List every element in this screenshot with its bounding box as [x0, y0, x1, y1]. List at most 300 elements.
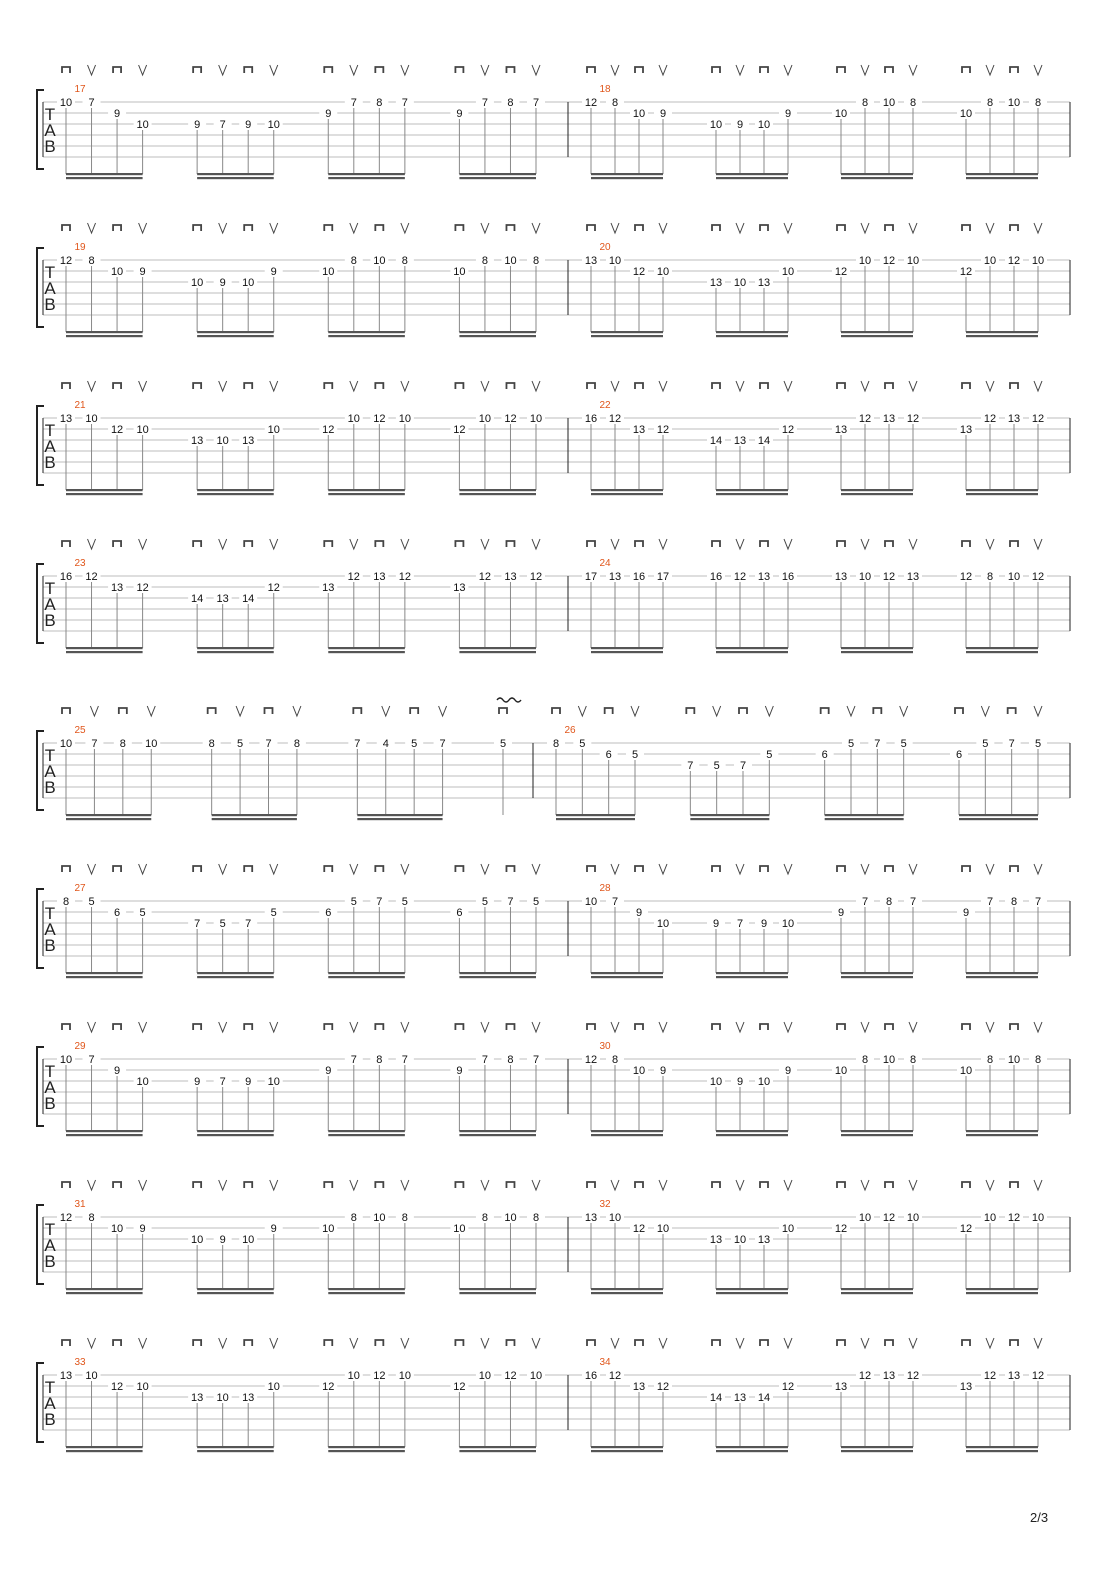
tab-clef-a: A: [44, 595, 56, 614]
up-stroke-icon: [219, 1022, 227, 1032]
fret-number: 10: [834, 1065, 848, 1077]
fret-number: 10: [59, 97, 73, 109]
tab-clef-a: A: [44, 1394, 56, 1413]
fret-number: 13: [59, 413, 73, 425]
fret-number: 13: [709, 1234, 723, 1246]
down-stroke-icon: [760, 1182, 768, 1188]
beam: [197, 1288, 274, 1290]
down-stroke-icon: [712, 866, 720, 872]
fret-number: 16: [632, 571, 646, 583]
measure-number: 27: [74, 883, 86, 894]
up-stroke-icon: [270, 864, 278, 874]
fret-number: 10: [1031, 1212, 1045, 1224]
fret-number: 8: [611, 97, 619, 109]
up-stroke-icon: [350, 864, 358, 874]
fret-number: 12: [608, 1370, 622, 1382]
fret-number: 7: [219, 119, 226, 131]
fret-number: 13: [584, 255, 598, 267]
fret-number: 9: [456, 1065, 463, 1077]
fret-number: 7: [532, 97, 540, 109]
fret-number: 9: [659, 108, 667, 120]
fret-number: 10: [757, 119, 771, 131]
down-stroke-icon: [113, 541, 121, 547]
down-stroke-icon: [455, 541, 463, 547]
down-stroke-icon: [885, 225, 893, 231]
beam: [197, 493, 274, 495]
up-stroke-icon: [139, 381, 147, 391]
fret-number: 12: [959, 266, 973, 278]
up-stroke-icon: [611, 65, 619, 75]
up-stroke-icon: [861, 864, 869, 874]
fret-number: 13: [191, 1392, 204, 1404]
fret-number: 10: [781, 918, 795, 930]
down-stroke-icon: [635, 67, 643, 73]
up-stroke-icon: [784, 65, 792, 75]
beam: [328, 173, 405, 175]
up-stroke-icon: [293, 706, 301, 716]
down-stroke-icon: [962, 1340, 970, 1346]
beam: [66, 493, 143, 495]
fret-number: 9: [219, 277, 226, 289]
fret-number: 5: [350, 896, 357, 908]
beam: [841, 331, 913, 333]
fret-number: 13: [757, 1234, 771, 1246]
tab-clef-b: B: [44, 1094, 56, 1113]
beam: [328, 1446, 405, 1448]
fret-number: 10: [347, 1370, 360, 1382]
tab-clef-b: B: [44, 295, 56, 314]
up-stroke-icon: [659, 1022, 667, 1032]
beam: [841, 1292, 913, 1294]
beam: [66, 818, 151, 820]
fret-number: 12: [110, 424, 124, 436]
up-stroke-icon: [532, 1338, 540, 1348]
fret-number: 12: [882, 255, 896, 267]
up-stroke-icon: [981, 706, 989, 716]
fret-number: 10: [478, 413, 492, 425]
up-stroke-icon: [219, 65, 227, 75]
fret-number: 12: [781, 1381, 795, 1393]
fret-number: 10: [983, 255, 997, 267]
beam: [591, 1292, 663, 1294]
fret-number: 16: [781, 571, 795, 583]
tab-clef-a: A: [44, 437, 56, 456]
up-stroke-icon: [909, 864, 917, 874]
fret-number: 5: [847, 738, 855, 750]
up-stroke-icon: [736, 381, 744, 391]
down-stroke-icon: [193, 541, 201, 547]
beam: [197, 1446, 274, 1448]
fret-number: 7: [88, 1054, 95, 1066]
up-stroke-icon: [532, 1180, 540, 1190]
up-stroke-icon: [986, 539, 994, 549]
up-stroke-icon: [861, 539, 869, 549]
beam: [459, 1446, 536, 1448]
beam: [459, 335, 536, 337]
up-stroke-icon: [900, 706, 908, 716]
fret-number: 8: [1034, 1054, 1042, 1066]
fret-number: 16: [584, 413, 598, 425]
beam: [66, 1130, 143, 1132]
fret-number: 9: [962, 907, 970, 919]
fret-number: 10: [136, 424, 149, 436]
down-stroke-icon: [635, 541, 643, 547]
beam: [716, 651, 788, 653]
fret-number: 8: [119, 738, 126, 750]
down-stroke-icon: [760, 67, 768, 73]
fret-number: 7: [245, 918, 252, 930]
beam: [197, 177, 274, 179]
up-stroke-icon: [88, 1338, 96, 1348]
down-stroke-icon: [686, 708, 694, 714]
down-stroke-icon: [885, 383, 893, 389]
beam: [66, 976, 143, 978]
beam: [459, 972, 536, 974]
up-stroke-icon: [350, 1180, 358, 1190]
fret-number: 12: [733, 571, 747, 583]
up-stroke-icon: [736, 864, 744, 874]
down-stroke-icon: [837, 1340, 845, 1346]
measure-number: 34: [599, 1357, 611, 1368]
up-stroke-icon: [986, 381, 994, 391]
beam: [716, 331, 788, 333]
down-stroke-icon: [193, 67, 201, 73]
up-stroke-icon: [659, 381, 667, 391]
fret-number: 9: [784, 108, 792, 120]
down-stroke-icon: [760, 225, 768, 231]
fret-number: 6: [456, 907, 463, 919]
tab-clef-a: A: [44, 121, 56, 140]
fret-number: 12: [858, 413, 872, 425]
up-stroke-icon: [532, 1022, 540, 1032]
fret-number: 12: [59, 1212, 73, 1224]
fret-number: 12: [59, 255, 73, 267]
up-stroke-icon: [659, 223, 667, 233]
fret-number: 7: [91, 738, 98, 750]
fret-number: 12: [1007, 255, 1021, 267]
up-stroke-icon: [659, 1338, 667, 1348]
fret-number: 12: [781, 424, 795, 436]
fret-number: 9: [270, 266, 277, 278]
fret-number: 9: [245, 1076, 252, 1088]
up-stroke-icon: [439, 706, 447, 716]
fret-number: 10: [733, 1234, 747, 1246]
up-stroke-icon: [611, 381, 619, 391]
fret-number: 13: [1007, 413, 1021, 425]
up-stroke-icon: [736, 1338, 744, 1348]
beam: [841, 647, 913, 649]
down-stroke-icon: [113, 67, 121, 73]
fret-number: 7: [861, 896, 869, 908]
fret-number: 8: [62, 896, 70, 908]
fret-number: 7: [219, 1076, 226, 1088]
beam: [841, 651, 913, 653]
up-stroke-icon: [986, 1022, 994, 1032]
beam: [459, 1288, 536, 1290]
down-stroke-icon: [353, 708, 361, 714]
fret-number: 8: [861, 97, 869, 109]
beam: [197, 976, 274, 978]
fret-number: 12: [834, 266, 848, 278]
up-stroke-icon: [1034, 223, 1042, 233]
beam: [357, 818, 442, 820]
beam: [591, 173, 663, 175]
down-stroke-icon: [885, 1182, 893, 1188]
page-number: 2/3: [1030, 1510, 1049, 1525]
beam: [197, 972, 274, 974]
down-stroke-icon: [208, 708, 216, 714]
down-stroke-icon: [635, 225, 643, 231]
beam: [66, 1134, 143, 1136]
fret-number: 7: [909, 896, 917, 908]
measure-number: 33: [74, 1357, 86, 1368]
down-stroke-icon: [1010, 225, 1018, 231]
down-stroke-icon: [324, 866, 332, 872]
down-stroke-icon: [760, 866, 768, 872]
down-stroke-icon: [62, 541, 70, 547]
measure-number: 17: [74, 84, 86, 95]
beam: [716, 177, 788, 179]
fret-number: 10: [1031, 255, 1045, 267]
up-stroke-icon: [481, 381, 489, 391]
fret-number: 13: [322, 582, 335, 594]
down-stroke-icon: [324, 67, 332, 73]
down-stroke-icon: [760, 1024, 768, 1030]
beam: [357, 814, 442, 816]
down-stroke-icon: [587, 225, 595, 231]
down-stroke-icon: [244, 541, 252, 547]
fret-number: 8: [532, 255, 540, 267]
fret-number: 14: [191, 593, 204, 605]
beam: [459, 489, 536, 491]
up-stroke-icon: [784, 539, 792, 549]
down-stroke-icon: [885, 1340, 893, 1346]
fret-number: 13: [1007, 1370, 1021, 1382]
down-stroke-icon: [962, 1024, 970, 1030]
down-stroke-icon: [244, 1182, 252, 1188]
down-stroke-icon: [62, 383, 70, 389]
beam: [716, 173, 788, 175]
beam: [841, 177, 913, 179]
fret-number: 12: [322, 424, 335, 436]
up-stroke-icon: [909, 539, 917, 549]
down-stroke-icon: [605, 708, 613, 714]
down-stroke-icon: [587, 1340, 595, 1346]
beam: [966, 1450, 1038, 1452]
down-stroke-icon: [885, 67, 893, 73]
down-stroke-icon: [375, 1340, 383, 1346]
beam: [841, 972, 913, 974]
fret-number: 10: [504, 1212, 517, 1224]
fret-number: 7: [1008, 738, 1015, 750]
beam: [328, 1450, 405, 1452]
up-stroke-icon: [713, 706, 721, 716]
down-stroke-icon: [193, 225, 201, 231]
up-stroke-icon: [611, 223, 619, 233]
down-stroke-icon: [712, 225, 720, 231]
fret-number: 12: [398, 571, 411, 583]
beam: [966, 331, 1038, 333]
down-stroke-icon: [324, 225, 332, 231]
up-stroke-icon: [481, 223, 489, 233]
up-stroke-icon: [861, 381, 869, 391]
down-stroke-icon: [62, 1024, 70, 1030]
fret-number: 10: [453, 1223, 466, 1235]
fret-number: 10: [267, 1076, 280, 1088]
beam: [716, 489, 788, 491]
down-stroke-icon: [837, 225, 845, 231]
fret-number: 10: [632, 108, 646, 120]
beam: [841, 1446, 913, 1448]
beam: [66, 1292, 143, 1294]
up-stroke-icon: [147, 706, 155, 716]
beam: [966, 647, 1038, 649]
beam: [66, 972, 143, 974]
fret-number: 10: [267, 119, 280, 131]
fret-number: 9: [760, 918, 768, 930]
up-stroke-icon: [861, 1022, 869, 1032]
fret-number: 6: [955, 749, 963, 761]
down-stroke-icon: [1008, 708, 1016, 714]
fret-number: 8: [986, 97, 994, 109]
down-stroke-icon: [375, 67, 383, 73]
fret-number: 10: [478, 1370, 492, 1382]
beam: [197, 647, 274, 649]
down-stroke-icon: [587, 1182, 595, 1188]
down-stroke-icon: [506, 1340, 514, 1346]
fret-number: 8: [507, 1054, 514, 1066]
beam: [66, 177, 143, 179]
down-stroke-icon: [62, 866, 70, 872]
fret-number: 10: [373, 1212, 386, 1224]
down-stroke-icon: [62, 1182, 70, 1188]
down-stroke-icon: [193, 1340, 201, 1346]
up-stroke-icon: [350, 1338, 358, 1348]
down-stroke-icon: [455, 866, 463, 872]
fret-number: 10: [709, 1076, 723, 1088]
down-stroke-icon: [837, 383, 845, 389]
down-stroke-icon: [962, 541, 970, 547]
fret-number: 5: [411, 738, 418, 750]
down-stroke-icon: [962, 225, 970, 231]
down-stroke-icon: [821, 708, 829, 714]
down-stroke-icon: [265, 708, 273, 714]
up-stroke-icon: [909, 1022, 917, 1032]
down-stroke-icon: [62, 1340, 70, 1346]
down-stroke-icon: [712, 1024, 720, 1030]
up-stroke-icon: [481, 1338, 489, 1348]
down-stroke-icon: [506, 383, 514, 389]
beam: [459, 173, 536, 175]
fret-number: 10: [398, 413, 411, 425]
up-stroke-icon: [736, 1022, 744, 1032]
up-stroke-icon: [219, 1180, 227, 1190]
fret-number: 10: [145, 738, 158, 750]
fret-number: 6: [325, 907, 332, 919]
down-stroke-icon: [244, 866, 252, 872]
fret-number: 10: [1007, 1054, 1021, 1066]
up-stroke-icon: [139, 864, 147, 874]
down-stroke-icon: [635, 1340, 643, 1346]
fret-number: 13: [757, 571, 771, 583]
tab-clef-b: B: [44, 1410, 56, 1429]
fret-number: 13: [733, 1392, 747, 1404]
up-stroke-icon: [270, 223, 278, 233]
fret-number: 8: [481, 1212, 488, 1224]
fret-number: 10: [85, 413, 98, 425]
up-stroke-icon: [481, 864, 489, 874]
down-stroke-icon: [712, 541, 720, 547]
up-stroke-icon: [139, 1180, 147, 1190]
fret-number: 12: [834, 1223, 848, 1235]
fret-number: 9: [245, 119, 252, 131]
up-stroke-icon: [784, 1022, 792, 1032]
up-stroke-icon: [986, 1180, 994, 1190]
up-stroke-icon: [219, 539, 227, 549]
fret-number: 7: [687, 760, 694, 772]
up-stroke-icon: [611, 1022, 619, 1032]
beam: [716, 1134, 788, 1136]
beam: [841, 173, 913, 175]
fret-number: 13: [453, 582, 466, 594]
fret-number: 9: [194, 119, 201, 131]
beam: [459, 493, 536, 495]
fret-number: 9: [736, 119, 744, 131]
fret-number: 12: [136, 582, 149, 594]
tab-clef-b: B: [44, 778, 56, 797]
beam: [966, 976, 1038, 978]
beam: [591, 489, 663, 491]
fret-number: 12: [959, 571, 973, 583]
fret-number: 10: [347, 413, 360, 425]
up-stroke-icon: [659, 1180, 667, 1190]
fret-number: 14: [757, 1392, 771, 1404]
fret-number: 9: [139, 266, 146, 278]
fret-number: 12: [608, 413, 622, 425]
fret-number: 8: [1034, 97, 1042, 109]
up-stroke-icon: [659, 65, 667, 75]
fret-number: 10: [906, 1212, 920, 1224]
beam: [966, 651, 1038, 653]
fret-number: 10: [858, 1212, 872, 1224]
fret-number: 5: [481, 896, 488, 908]
down-stroke-icon: [455, 67, 463, 73]
fret-number: 10: [608, 1212, 622, 1224]
fret-number: 13: [733, 435, 747, 447]
down-stroke-icon: [62, 67, 70, 73]
fret-number: 10: [656, 266, 670, 278]
down-stroke-icon: [837, 541, 845, 547]
tab-clef-b: B: [44, 453, 56, 472]
down-stroke-icon: [506, 67, 514, 73]
fret-number: 7: [439, 738, 446, 750]
beam: [328, 647, 405, 649]
beam: [66, 647, 143, 649]
fret-number: 14: [709, 435, 723, 447]
fret-number: 12: [983, 413, 997, 425]
fret-number: 12: [110, 1381, 124, 1393]
fret-number: 10: [59, 738, 73, 750]
fret-number: 8: [376, 97, 383, 109]
down-stroke-icon: [193, 383, 201, 389]
beam: [556, 814, 635, 816]
beam: [328, 651, 405, 653]
beam: [328, 177, 405, 179]
down-stroke-icon: [375, 1182, 383, 1188]
fret-number: 13: [191, 435, 204, 447]
down-stroke-icon: [410, 708, 418, 714]
fret-number: 10: [322, 266, 335, 278]
